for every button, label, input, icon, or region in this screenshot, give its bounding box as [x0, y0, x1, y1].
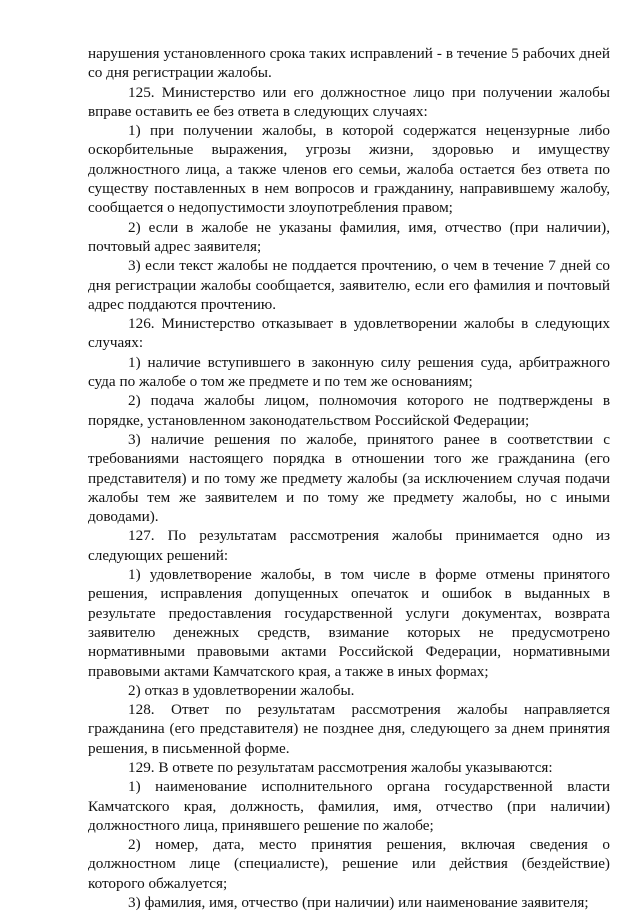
- paragraph: 2) если в жалобе не указаны фамилия, имя, отчество (при наличии), почтовый адрес заявителя;: [88, 218, 610, 255]
- paragraph: 127. По результатам рассмотрения жалобы принимается одно из следующих решений:: [88, 527, 610, 564]
- paragraph: 129. В ответе по результатам рассмотрения жалобы указываются:: [128, 758, 553, 776]
- paragraph: 1) наименование исполнительного органа государственной власти Камчатского края, должность, фамилия, имя, отчество (при наличии) должностного лица, принявшего решение по жалобе;: [88, 778, 610, 834]
- paragraph: 3) если текст жалобы не поддается прочтению, о чем в течение 7 дней со дня регистрации жалобы сообщается, заявителю, если его фамилия и почтовый адрес поддаются прочтению.: [88, 257, 610, 313]
- paragraph: 126. Министерство отказывает в удовлетворении жалобы в следующих случаях:: [88, 315, 610, 352]
- paragraph: 125. Министерство или его должностное лицо при получении жалобы вправе оставить ее без ответа в следующих случаях:: [88, 83, 610, 120]
- document-page: [88, 44, 610, 912]
- paragraph: 2) номер, дата, место принятия решения, включая сведения о должностном лице (специалисте), решение или действия (бездействие) которого обжалуется;: [88, 836, 610, 892]
- paragraph: 2) отказ в удовлетворении жалобы.: [128, 681, 355, 699]
- paragraph: 1) наличие вступившего в законную силу решения суда, арбитражного суда по жалобе о том же предмете и по тем же основаниям;: [88, 353, 610, 391]
- paragraph: 1) при получении жалобы, в которой содержатся нецензурные либо оскорбительные выражения, угрозы жизни, здоровью и имуществу должностного лица, а также членов его семьи, жалоба остается без ответа по существу поставленных в нем вопросов и гражданину, направившему жалобу, сообщается о недопустимости злоупотребления правом;: [88, 122, 610, 217]
- paragraph: 3) наличие решения по жалобе, принятого ранее в соответствии с требованиями настоящего порядка в отношении того же гражданина (его представителя) и по тому же предмету жалобы (за исключением случая подачи жалобы тем же заявителем и по тому же предмету жалобы, но с иными доводами).: [88, 430, 610, 526]
- paragraph: нарушения установленного срока таких исправлений - в течение 5 рабочих дней со дня регистрации жалобы.: [88, 45, 610, 82]
- paragraph: 3) фамилия, имя, отчество (при наличии) или наименование заявителя;: [128, 894, 589, 912]
- paragraph: 2) подача жалобы лицом, полномочия которого не подтверждены в порядке, установленном законодательством Российской Федерации;: [88, 392, 610, 429]
- paragraph: 128. Ответ по результатам рассмотрения жалобы направляется гражданина (его представителя) не позднее дня, следующего за днем принятия решения, в письменной форме.: [88, 701, 610, 757]
- paragraph: 1) удовлетворение жалобы, в том числе в форме отмены принятого решения, исправления допущенных опечаток и ошибок в выданных в результате предоставления государственной услуги документах, возврата заявителю денежных средств, взимание которых не предусмотрено нормативными правовыми актами Российской Федерации, нормативными правовыми актами Камчатского края, а также в иных формах;: [88, 566, 610, 680]
